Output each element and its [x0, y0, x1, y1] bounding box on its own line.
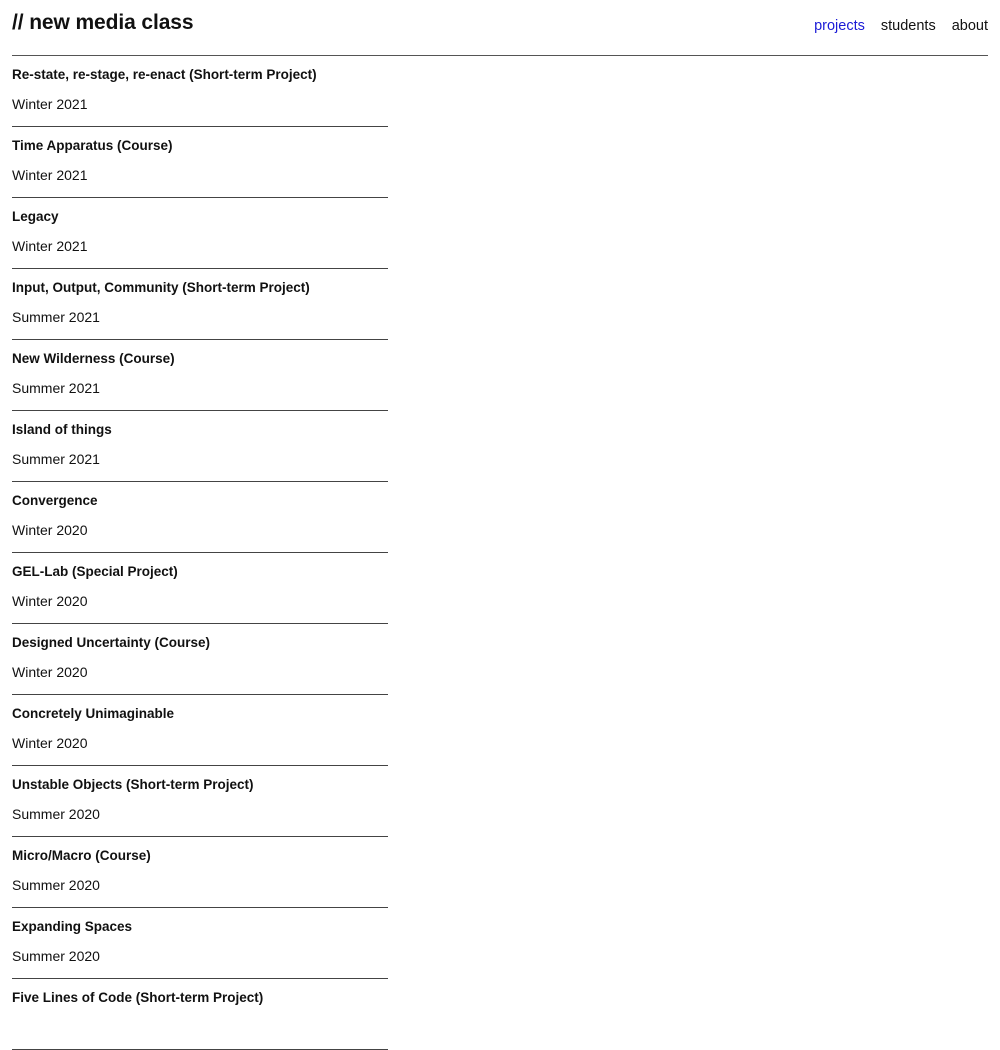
project-term: Winter 2020 — [12, 593, 88, 609]
project-title: Input, Output, Community (Short-term Project) — [12, 280, 310, 295]
project-title: New Wilderness (Course) — [12, 351, 175, 366]
nav-link-projects[interactable]: projects — [814, 18, 865, 34]
project-item[interactable] — [12, 340, 388, 411]
nav-link-students[interactable]: students — [880, 18, 936, 34]
project-term: Summer 2020 — [12, 948, 100, 964]
project-item[interactable] — [12, 695, 388, 766]
project-term: Summer 2021 — [12, 451, 100, 467]
project-title: Designed Uncertainty (Course) — [12, 635, 211, 650]
project-item[interactable] — [12, 127, 388, 198]
project-title: GEL-Lab (Special Project) — [12, 564, 178, 579]
project-title: Five Lines of Code (Short-term Project) — [12, 990, 264, 1005]
project-title: Concretely Unimaginable — [12, 706, 175, 721]
project-item[interactable] — [12, 837, 388, 908]
project-title: Island of things — [12, 422, 112, 437]
site-title[interactable]: // new media class — [12, 11, 194, 34]
project-term: Summer 2020 — [12, 806, 100, 822]
project-term: Summer 2020 — [12, 877, 100, 893]
project-list — [12, 56, 388, 1050]
project-term: Winter 2020 — [12, 735, 88, 751]
project-title: Unstable Objects (Short-term Project) — [12, 777, 254, 792]
project-term: Winter 2021 — [12, 167, 88, 183]
project-title: Expanding Spaces — [12, 919, 133, 934]
project-item[interactable] — [12, 198, 388, 269]
project-item[interactable] — [12, 766, 388, 837]
site-header — [12, 0, 988, 56]
project-title: Convergence — [12, 493, 98, 508]
project-item[interactable] — [12, 411, 388, 482]
project-item[interactable] — [12, 624, 388, 695]
project-term: Winter 2021 — [12, 96, 88, 112]
nav-link-about[interactable]: about — [951, 18, 988, 34]
project-item[interactable] — [12, 908, 388, 979]
project-item[interactable] — [12, 269, 388, 340]
project-title: Re-state, re-stage, re-enact (Short-term Project) — [12, 67, 317, 82]
project-title: Time Apparatus (Course) — [12, 138, 173, 153]
main-nav — [814, 18, 988, 34]
project-item[interactable] — [12, 482, 388, 553]
project-term: Winter 2020 — [12, 522, 88, 538]
project-title: Micro/Macro (Course) — [12, 848, 151, 863]
project-item[interactable] — [12, 553, 388, 624]
project-term: Winter 2020 — [12, 664, 88, 680]
project-item[interactable] — [12, 979, 388, 1050]
project-term: Summer 2021 — [12, 309, 100, 325]
project-term: Winter 2021 — [12, 238, 88, 254]
project-item[interactable] — [12, 56, 388, 127]
project-term: Summer 2021 — [12, 380, 100, 396]
project-title: Legacy — [12, 209, 59, 224]
